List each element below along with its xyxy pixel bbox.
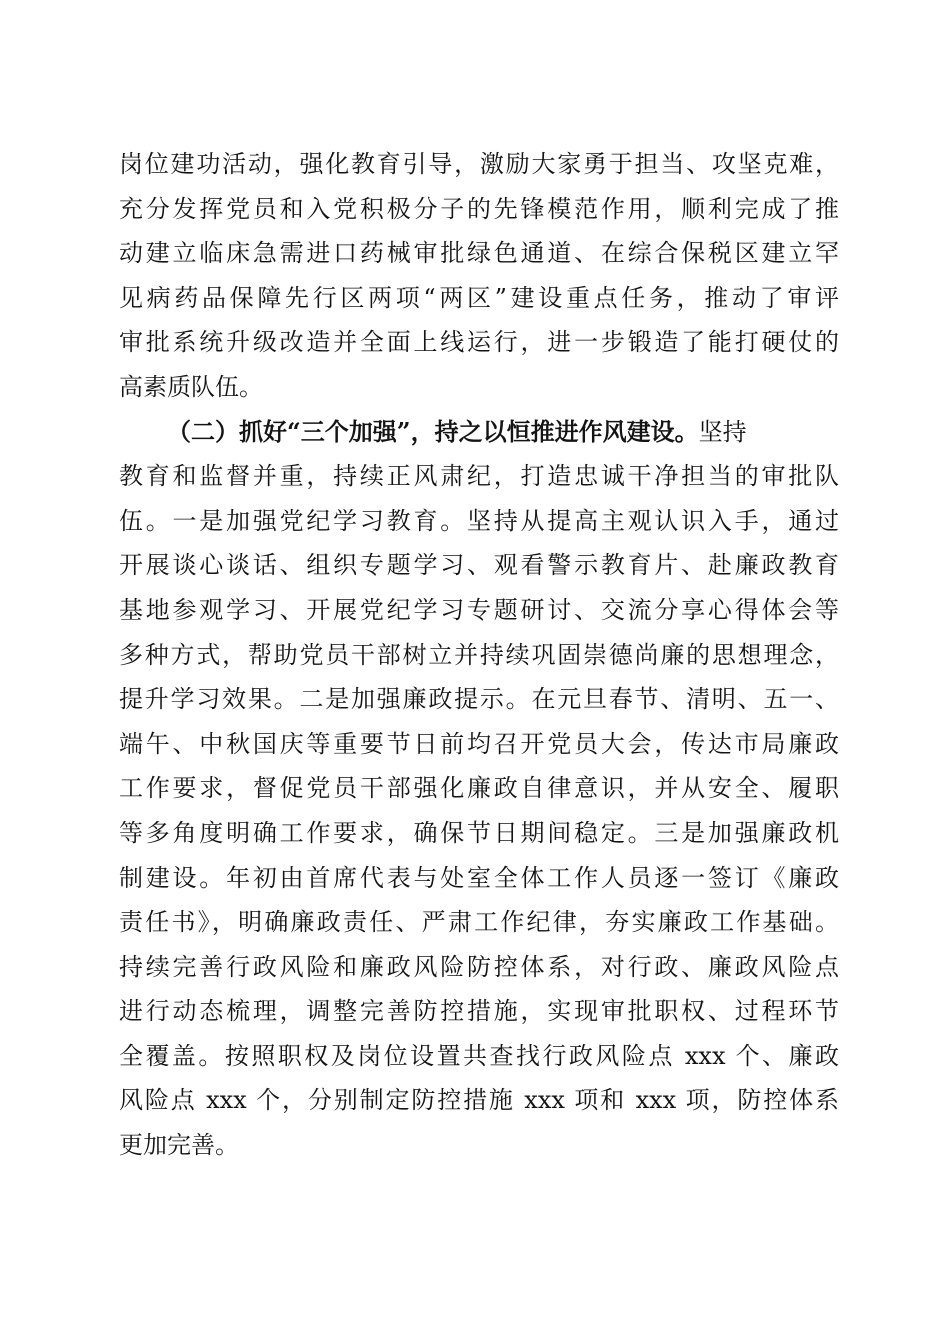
paragraph-line: 等多角度明确工作要求，确保节日期间稳定。三是加强廉政机: [119, 818, 839, 847]
paragraph-line: 基地参观学习、开展党纪学习专题研讨、交流分享心得体会等: [119, 595, 839, 624]
paragraph-line: 端午、中秋国庆等重要节日前均召开党员大会，传达市局廉政: [119, 729, 839, 758]
paragraph-line: 多种方式，帮助党员干部树立并持续巩固崇德尚廉的思想理念，: [119, 640, 839, 669]
paragraph-line: 更加完善。: [119, 1131, 239, 1160]
section-heading-line: [119, 410, 839, 455]
paragraph-line: 见病药品保障先行区两项“两区”建设重点任务，推动了审评: [119, 283, 839, 312]
paragraph-line: 进行动态梳理，调整完善防控措施，实现审批职权、过程环节: [119, 997, 839, 1026]
paragraph-line: 全覆盖。按照职权及岗位设置共查找行政风险点 xxx 个、廉政: [119, 1041, 839, 1070]
section-heading: （二）抓好“三个加强”，持之以恒推进作风建设。: [167, 416, 699, 446]
document-body: [119, 142, 839, 1168]
paragraph-line: 风险点 xxx 个，分别制定防控措施 xxx 项和 xxx 项，防控体系: [119, 1086, 839, 1115]
paragraph-line: 充分发挥党员和入党积极分子的先锋模范作用，顺利完成了推: [119, 194, 839, 223]
paragraph-line: 审批系统升级改造并全面上线运行，进一步锻造了能打硬仗的: [119, 328, 839, 357]
paragraph-line: 岗位建功活动，强化教育引导，激励大家勇于担当、攻坚克难，: [119, 150, 839, 178]
paragraph-line: 高素质队伍。: [119, 372, 263, 401]
paragraph-line: 工作要求，督促党员干部强化廉政自律意识，并从安全、履职: [119, 774, 839, 803]
paragraph-line: 教育和监督并重，持续正风肃纪，打造忠诚干净担当的审批队: [119, 462, 839, 491]
paragraph-line: 持续完善行政风险和廉政风险防控体系，对行政、廉政风险点: [119, 952, 839, 981]
paragraph-line: 伍。一是加强党纪学习教育。坚持从提高主观认识入手，通过: [119, 506, 839, 535]
paragraph-line: 开展谈心谈话、组织专题学习、观看警示教育片、赴廉政教育: [119, 551, 839, 580]
paragraph-text: 坚持: [698, 417, 747, 446]
paragraph-line: 制建设。年初由首席代表与处室全体工作人员逐一签订《廉政: [119, 863, 839, 892]
paragraph-line: 责任书》，明确廉政责任、严肃工作纪律，夯实廉政工作基础。: [119, 908, 839, 937]
paragraph-line: 提升学习效果。二是加强廉政提示。在元旦春节、清明、五一、: [119, 685, 839, 714]
paragraph-line: 动建立临床急需进口药械审批绿色通道、在综合保税区建立罕: [119, 239, 839, 268]
